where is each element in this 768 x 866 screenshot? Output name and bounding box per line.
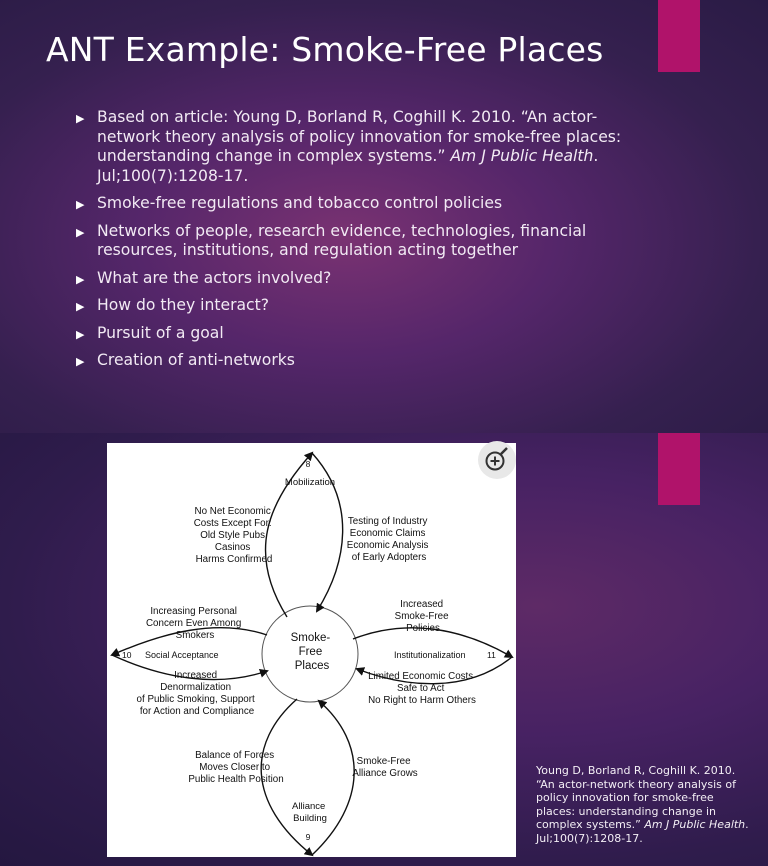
bullet-list [76,108,636,379]
bullet-text: Pursuit of a goal [97,323,224,342]
bottom-label: Alliance Building [292,801,327,824]
bullet-arrow-icon: ▶ [76,112,85,125]
citation-text: Based on article: Young D, Borland R, Coghill K. 2010. “An actor-network theory analysis of policy innovation for smoke-free places: understanding change in complex systems.” [97,108,622,165]
bottom-left-label: Balance of Forces Moves Closer to Public Health Position [188,750,284,785]
right-number: 11 [487,650,496,660]
bullet-text: Creation of anti-networks [97,351,295,369]
top-right-label: Testing of Industry Economic Claims Economic Analysis of Early Adopters [346,516,429,563]
accent-bar [658,433,700,505]
bullet-arrow-icon: ▶ [76,327,85,341]
citation-details: . Jul;100(7):1208-17. [97,147,599,185]
slide-2 [0,433,768,866]
figure-caption [536,764,756,846]
bullet-item [76,324,636,344]
left-number: 10 [122,650,132,660]
bullet-item [76,222,636,261]
accent-bar [658,0,700,72]
mid-left-bottom-label: Increased Denormalization of Public Smoking, Support for Action and Compliance [136,670,255,717]
left-label: Social Acceptance [145,650,219,660]
top-number: 8 [305,459,311,469]
bullet-item [76,296,636,316]
slide-title: ANT Example: Smoke-Free Places [46,30,604,69]
bullet-arrow-icon: ▶ [76,198,85,211]
bullet-text: What are the actors involved? [97,268,332,287]
bullet-item [76,108,636,186]
bullet-arrow-icon: ▶ [76,355,85,368]
zoom-in-icon [478,441,516,479]
mid-left-top-label: Increasing Personal Concern Even Among Smokers [145,606,242,641]
bullet-arrow-icon: ▶ [76,225,85,239]
bottom-number: 9 [305,832,311,842]
bullet-item [76,269,636,289]
bottom-right-label: Smoke-Free Alliance Grows [352,756,418,779]
caption-text: Young D, Borland R, Coghill K. 2010. “An actor-network theory analysis of policy innovation for smoke-free places: understanding change in complex systems.” [536,764,737,832]
right-label: Institutionalization [394,650,466,660]
caption-journal: Am J Public Health [644,818,746,832]
bullet-text: Networks of people, research evidence, technologies, financial resources, institutions, and regulation acting together [97,221,587,259]
bullet-text: How do they interact? [97,296,270,314]
mid-right-top-label: Increased Smoke-Free Policies [394,599,449,634]
bullet-arrow-icon: ▶ [76,272,85,286]
bullet-text: Smoke-free regulations and tobacco control policies [97,194,503,212]
mid-right-bottom-label: Limited Economic Costs Safe to Act No Right to Harm Others [368,671,476,706]
zoom-in-button[interactable] [478,441,516,479]
bullet-arrow-icon: ▶ [76,300,85,313]
top-label: Mobilization [284,477,336,488]
bullet-item [76,351,636,371]
ant-diagram-figure [107,443,516,857]
bullet-item [76,194,636,214]
citation-journal: Am J Public Health [450,147,594,165]
top-left-label: No Net Economic Costs Except For: Old Style Pubs Casinos Harms Confirmed [193,506,273,565]
caption-details: . Jul;100(7):1208-17. [536,818,749,845]
center-label: Smoke- Free Places [290,632,331,672]
